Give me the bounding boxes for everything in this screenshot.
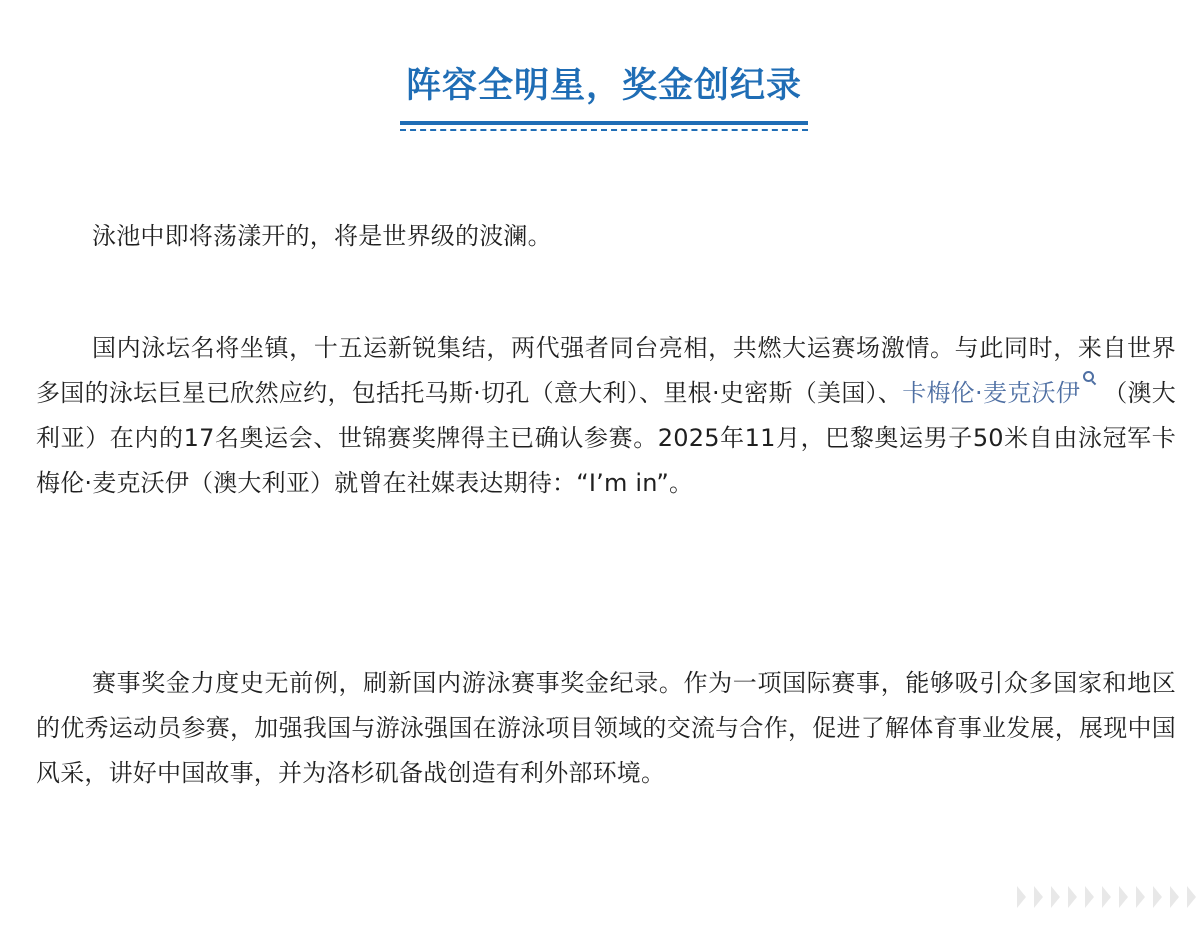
heading-underline-dashed [400,129,808,131]
paragraph-3: 赛事奖金力度史无前例，刷新国内游泳赛事奖金纪录。作为一项国际赛事，能够吸引众多国家和地区的优秀运动员参赛，加强我国与游泳强国在游泳项目领域的交流与合作，促进了解体育事业发展，展现中国风采，讲好中国故事，并为洛杉矶备战创造有利外部环境。 [36,669,1176,787]
section-heading-block [400,62,808,110]
section-heading: 阵容全明星，奖金创纪录 [405,66,802,106]
athlete-search-link[interactable] [902,379,1103,407]
search-icon [1083,371,1097,387]
paragraph-2 [36,326,1176,506]
watermark-icon [1012,878,1194,916]
paragraph-1: 泳池中即将荡漾开的，将是世界级的波澜。 [92,222,552,250]
heading-underline-solid [400,121,808,125]
athlete-search-link-text: 卡梅伦·麦克沃伊 [902,379,1081,407]
paragraph-2-text-start: 国内泳坛名将坐镇，十五运新锐集结，两代强者同台亮相，共燃大运赛场激情。与此同时，来自世界多国的泳坛巨星已欣然应约，包括托马斯·切孔（意大利）、里根·史密斯（美国）、 [36,334,1176,407]
paragraph-2-text-end: （澳大利亚）在内的17名奥运会、世锦赛奖牌得主已确认参赛。2025年11月，巴黎奥运男子50米自由泳冠军卡梅伦·麦克沃伊（澳大利亚）就曾在社媒表达期待：“I’m in”。 [36,379,1176,497]
